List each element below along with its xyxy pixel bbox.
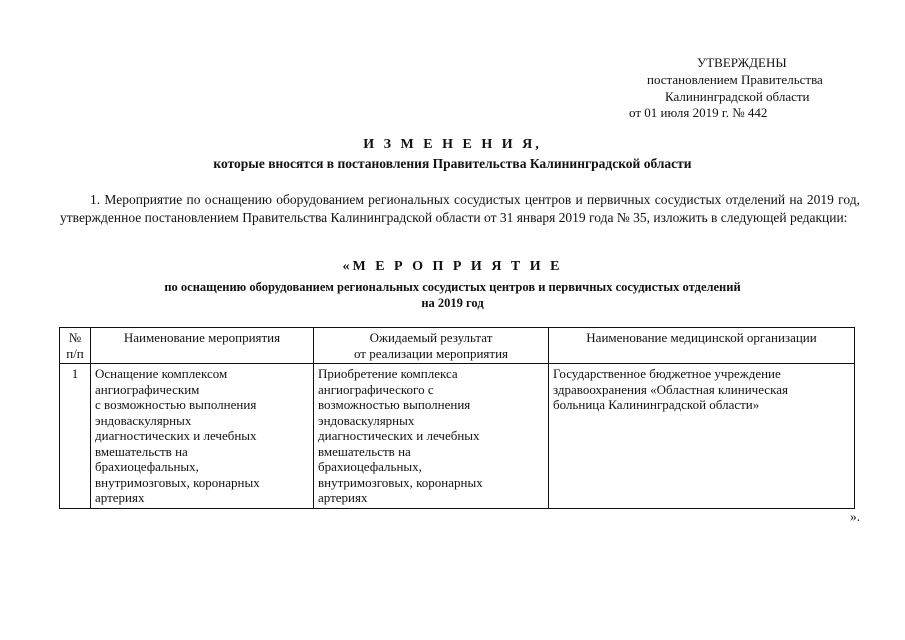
- measure-subtitle-line1: по оснащению оборудованием региональных сосудистых центров и первичных сосудистых отделений: [164, 280, 741, 294]
- header-measure-name: Наименование мероприятия: [91, 328, 314, 364]
- measure-subtitle: [0, 279, 905, 311]
- measure-title: «М Е Р О П Р И Я Т И Е: [342, 259, 563, 274]
- approval-date-number: от 01 июля 2019 г. № 442: [629, 105, 768, 120]
- approval-by-government: постановлением Правительства: [647, 72, 823, 87]
- row-organization: Государственное бюджетное учреждение здравоохранения «Областная клиническая больница Калининградской области»: [549, 364, 855, 509]
- row-number: 1: [60, 364, 91, 509]
- measures-table: [59, 327, 855, 509]
- row-expected-result: Приобретение комплекса ангиографического с возможностью выполнения эндоваскулярных диагностических и лечебных вмешательств на брахиоцефальных, внутримозговых, коронарных артериях: [314, 364, 549, 509]
- table-header-row: [60, 328, 855, 364]
- amendment-paragraph: 1. Мероприятие по оснащению оборудованием региональных сосудистых центров и первичных сосудистых отделений на 2019 год, утвержденное постановлением Правительства Калининградской области от 31 января 2019 года № 35, изложить в следующей редакции:: [60, 192, 860, 225]
- table-row: [60, 364, 855, 509]
- closing-quote: ».: [850, 509, 861, 524]
- header-expected-result: Ожидаемый результат от реализации мероприятия: [314, 328, 549, 364]
- measure-subtitle-line2: на 2019 год: [421, 296, 484, 310]
- document-title: И З М Е Н Е Н И Я,: [363, 137, 542, 152]
- approval-stamp-title: УТВЕРЖДЕНЫ: [697, 55, 787, 70]
- header-number: № п/п: [60, 328, 91, 364]
- header-organization: Наименование медицинской организации: [549, 328, 855, 364]
- row-measure-name: Оснащение комплексом ангиографическим с возможностью выполнения эндоваскулярных диагностических и лечебных вмешательств на брахиоцефальных, внутримозговых, коронарных артериях: [91, 364, 314, 509]
- document-subtitle: которые вносятся в постановления Правительства Калининградской области: [213, 156, 692, 171]
- approval-region: Калининградской области: [665, 89, 810, 104]
